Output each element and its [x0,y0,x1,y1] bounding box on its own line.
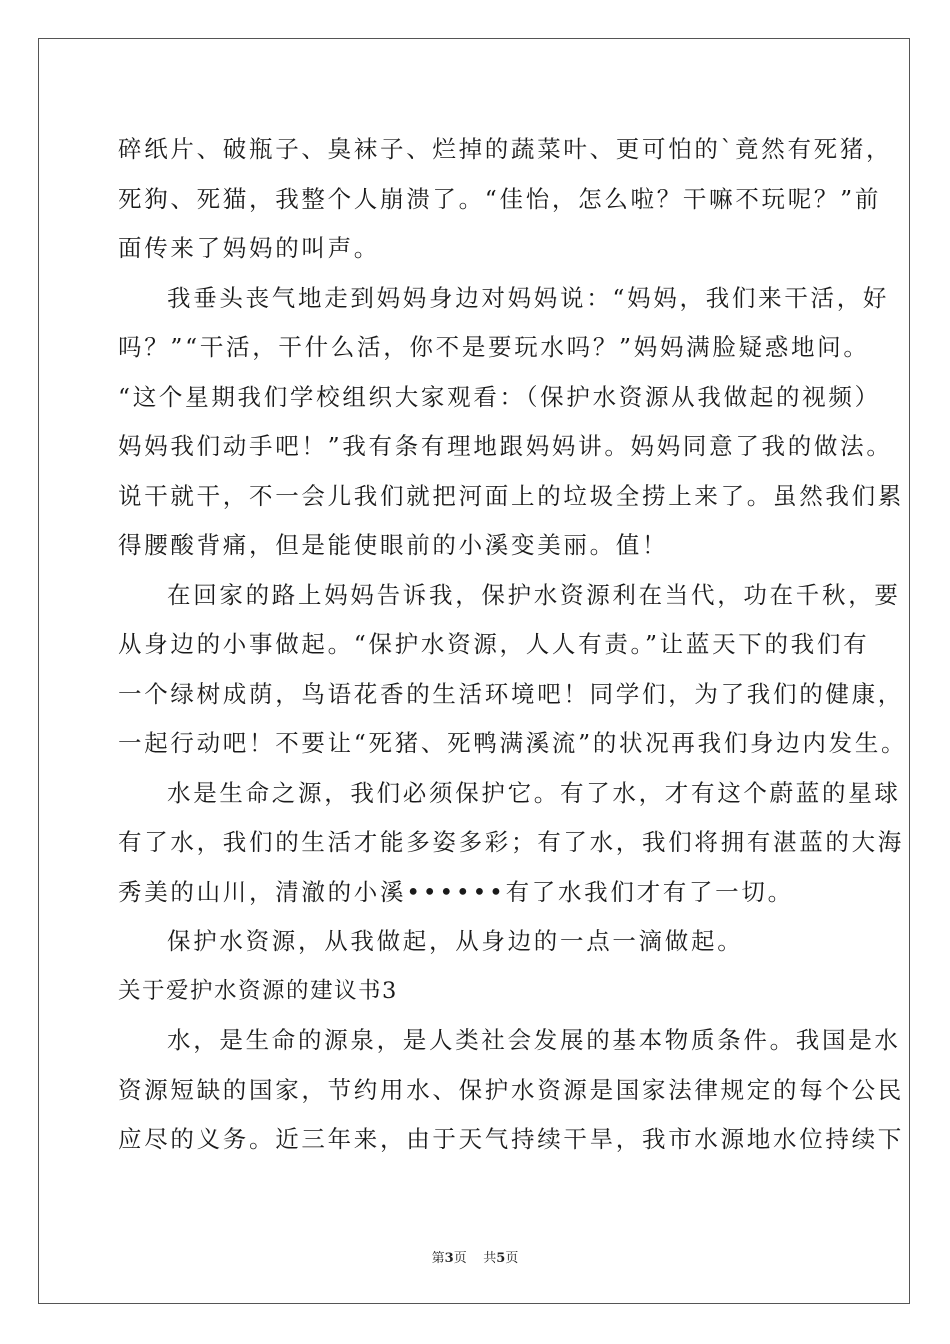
total-suffix: 页 [505,1251,519,1266]
text-line: 说干就干，不一会儿我们就把河面上的垃圾全捞上来了。虽然我们累 [118,481,904,510]
text-line: 有了水，我们的生活才能多姿多彩；有了水，我们将拥有湛蓝的大海 [118,828,904,856]
text-line: 死狗、死猫，我整个人崩溃了。“佳怡，怎么啦？干嘛不玩呢？”前 [118,184,882,213]
page-number: 3 [444,1251,454,1266]
paragraph-start-line: 水是生命之源，我们必须保护它。有了水，才有这个蔚蓝的星球 [167,778,901,807]
text-line: 吗？”“干活，干什么活，你不是要玩水吗？”妈妈满脸疑惑地问。 [118,333,870,361]
text-line: 一个绿树成荫，鸟语花香的生活环境吧！同学们，为了我们的健康， [118,679,904,708]
page-suffix: 页 [453,1251,467,1266]
text-line: 资源短缺的国家，节约用水、保护水资源是国家法律规定的每个公民 [118,1075,904,1104]
text-line: 应尽的义务。近三年来，由于天气持续干旱，我市水源地水位持续下 [118,1125,904,1153]
text-line: 从身边的小事做起。“保护水资源，人人有责。”让蓝天下的我们有 [118,630,870,658]
text-line: 秀美的山川，清澈的小溪••••••有了水我们才有了一切。 [118,877,794,906]
document-body [118,125,908,1165]
paragraph-start-line: 水，是生命的源泉，是人类社会发展的基本物质条件。我国是水 [167,1026,901,1054]
page-prefix: 第 [431,1251,445,1266]
paragraph-start-line: 保护水资源，从我做起，从身边的一点一滴做起。 [167,927,744,955]
page-footer [0,1247,950,1266]
total-prefix: 共 [483,1251,497,1266]
text-line: 面传来了妈妈的叫声。 [118,234,380,262]
text-line: 得腰酸背痛，但是能使眼前的小溪变美丽。值！ [118,531,669,559]
text-line: 一起行动吧！不要让“死猪、死鸭满溪流”的状况再我们身边内发生。 [118,729,908,757]
section-heading: 关于爱护水资源的建议书3 [118,977,398,1004]
text-line: “这个星期我们学校组织大家观看：（保护水资源从我做起的视频） [118,382,881,411]
text-line: 碎纸片、破瓶子、臭袜子、烂掉的蔬菜叶、更可怕的`竟然有死猪， [118,135,893,163]
paragraph-start-line: 我垂头丧气地走到妈妈身边对妈妈说：“妈妈，我们来干活，好 [167,283,890,312]
paragraph-start-line: 在回家的路上妈妈告诉我，保护水资源利在当代，功在千秋，要 [167,580,901,609]
text-line: 妈妈我们动手吧！”我有条有理地跟妈妈讲。妈妈同意了我的做法。 [118,432,893,460]
total-pages: 5 [496,1251,506,1266]
